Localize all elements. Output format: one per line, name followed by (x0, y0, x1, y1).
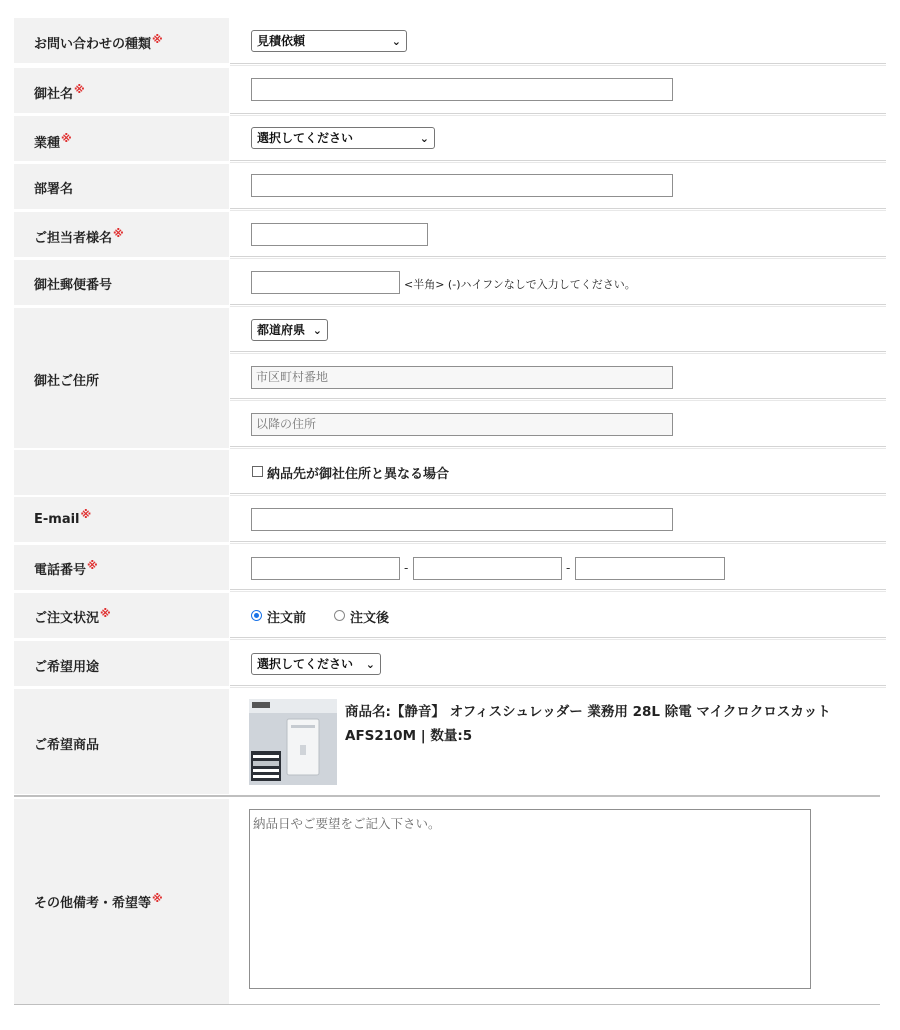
chevron-down-icon: ⌄ (419, 132, 429, 145)
delivery-diff-label[interactable]: 納品先が御社住所と異なる場合 (267, 467, 450, 482)
label-email: E-mail (34, 512, 80, 527)
required-mark: ※ (152, 892, 163, 905)
divider (230, 446, 886, 449)
divider (230, 637, 886, 640)
email-input[interactable] (251, 508, 673, 531)
chevron-down-icon: ⌄ (391, 35, 401, 48)
divider (230, 304, 886, 307)
required-mark: ※ (74, 83, 85, 96)
remarks-textarea[interactable]: 納品日やご要望をご記入下さい。 (249, 809, 811, 989)
row-delivery-diff (14, 450, 886, 495)
order-before-radio[interactable] (251, 610, 262, 621)
label-postal: 御社郵便番号 (34, 278, 113, 293)
postal-note: <半角> (-)ハイフンなしで入力してください。 (404, 278, 636, 291)
required-mark: ※ (152, 33, 163, 46)
divider (230, 256, 886, 259)
row-inquiry-type (14, 18, 886, 63)
row-industry (14, 116, 886, 161)
industry-select[interactable]: 選択してください ⌄ (251, 127, 435, 149)
divider (230, 63, 886, 66)
required-mark: ※ (80, 508, 92, 521)
order-after-label[interactable]: 注文後 (350, 611, 390, 626)
label-company: 御社名 (34, 87, 74, 102)
divider (14, 1004, 880, 1005)
phone-input-1[interactable] (251, 557, 400, 580)
label-contact-name: ご担当者様名 (34, 231, 113, 246)
required-mark: ※ (100, 607, 111, 620)
company-input[interactable] (251, 78, 673, 101)
divider (14, 795, 880, 797)
divider (230, 398, 886, 401)
divider (230, 160, 886, 163)
label-order-status: ご注文状況 (34, 611, 100, 626)
phone-dash: - (566, 561, 571, 575)
chevron-down-icon: ⌄ (365, 658, 375, 671)
divider (230, 351, 886, 354)
product-thumbnail (249, 699, 337, 785)
phone-input-3[interactable] (575, 557, 725, 580)
address-rest-input[interactable]: 以降の住所 (251, 413, 673, 436)
required-mark: ※ (61, 132, 72, 145)
divider (230, 208, 886, 211)
divider (230, 589, 886, 592)
required-mark: ※ (113, 227, 124, 240)
label-inquiry-type: お問い合わせの種類 (34, 37, 152, 52)
department-input[interactable] (251, 174, 673, 197)
divider (230, 493, 886, 496)
postal-input[interactable] (251, 271, 400, 294)
use-select[interactable]: 選択してください ⌄ (251, 653, 381, 675)
phone-input-2[interactable] (413, 557, 562, 580)
divider (230, 685, 886, 688)
label-product: ご希望商品 (34, 738, 100, 753)
city-input[interactable]: 市区町村番地 (251, 366, 673, 389)
chevron-down-icon: ⌄ (312, 324, 322, 337)
order-after-radio[interactable] (334, 610, 345, 621)
inquiry-type-select[interactable]: 見積依頼 ⌄ (251, 30, 407, 52)
required-mark: ※ (87, 559, 98, 572)
label-phone: 電話番号 (34, 563, 87, 578)
row-contact-name (14, 212, 886, 257)
prefecture-select[interactable]: 都道府県 ⌄ (251, 319, 328, 341)
row-order-status (14, 593, 886, 638)
label-department: 部署名 (34, 182, 74, 197)
divider (230, 541, 886, 544)
contact-name-input[interactable] (251, 223, 428, 246)
label-remarks: その他備考・希望等 (34, 896, 152, 911)
product-description: 商品名:【静音】 オフィスシュレッダー 業務用 28L 除電 マイクロクロスカット AFS210M | 数量:5 (345, 704, 831, 744)
delivery-diff-checkbox[interactable] (252, 466, 263, 477)
phone-dash: - (404, 561, 409, 575)
order-before-label[interactable]: 注文前 (267, 611, 307, 626)
row-use (14, 641, 886, 686)
label-address: 御社ご住所 (34, 374, 100, 389)
label-industry: 業種 (34, 136, 61, 151)
label-use: ご希望用途 (34, 660, 100, 675)
